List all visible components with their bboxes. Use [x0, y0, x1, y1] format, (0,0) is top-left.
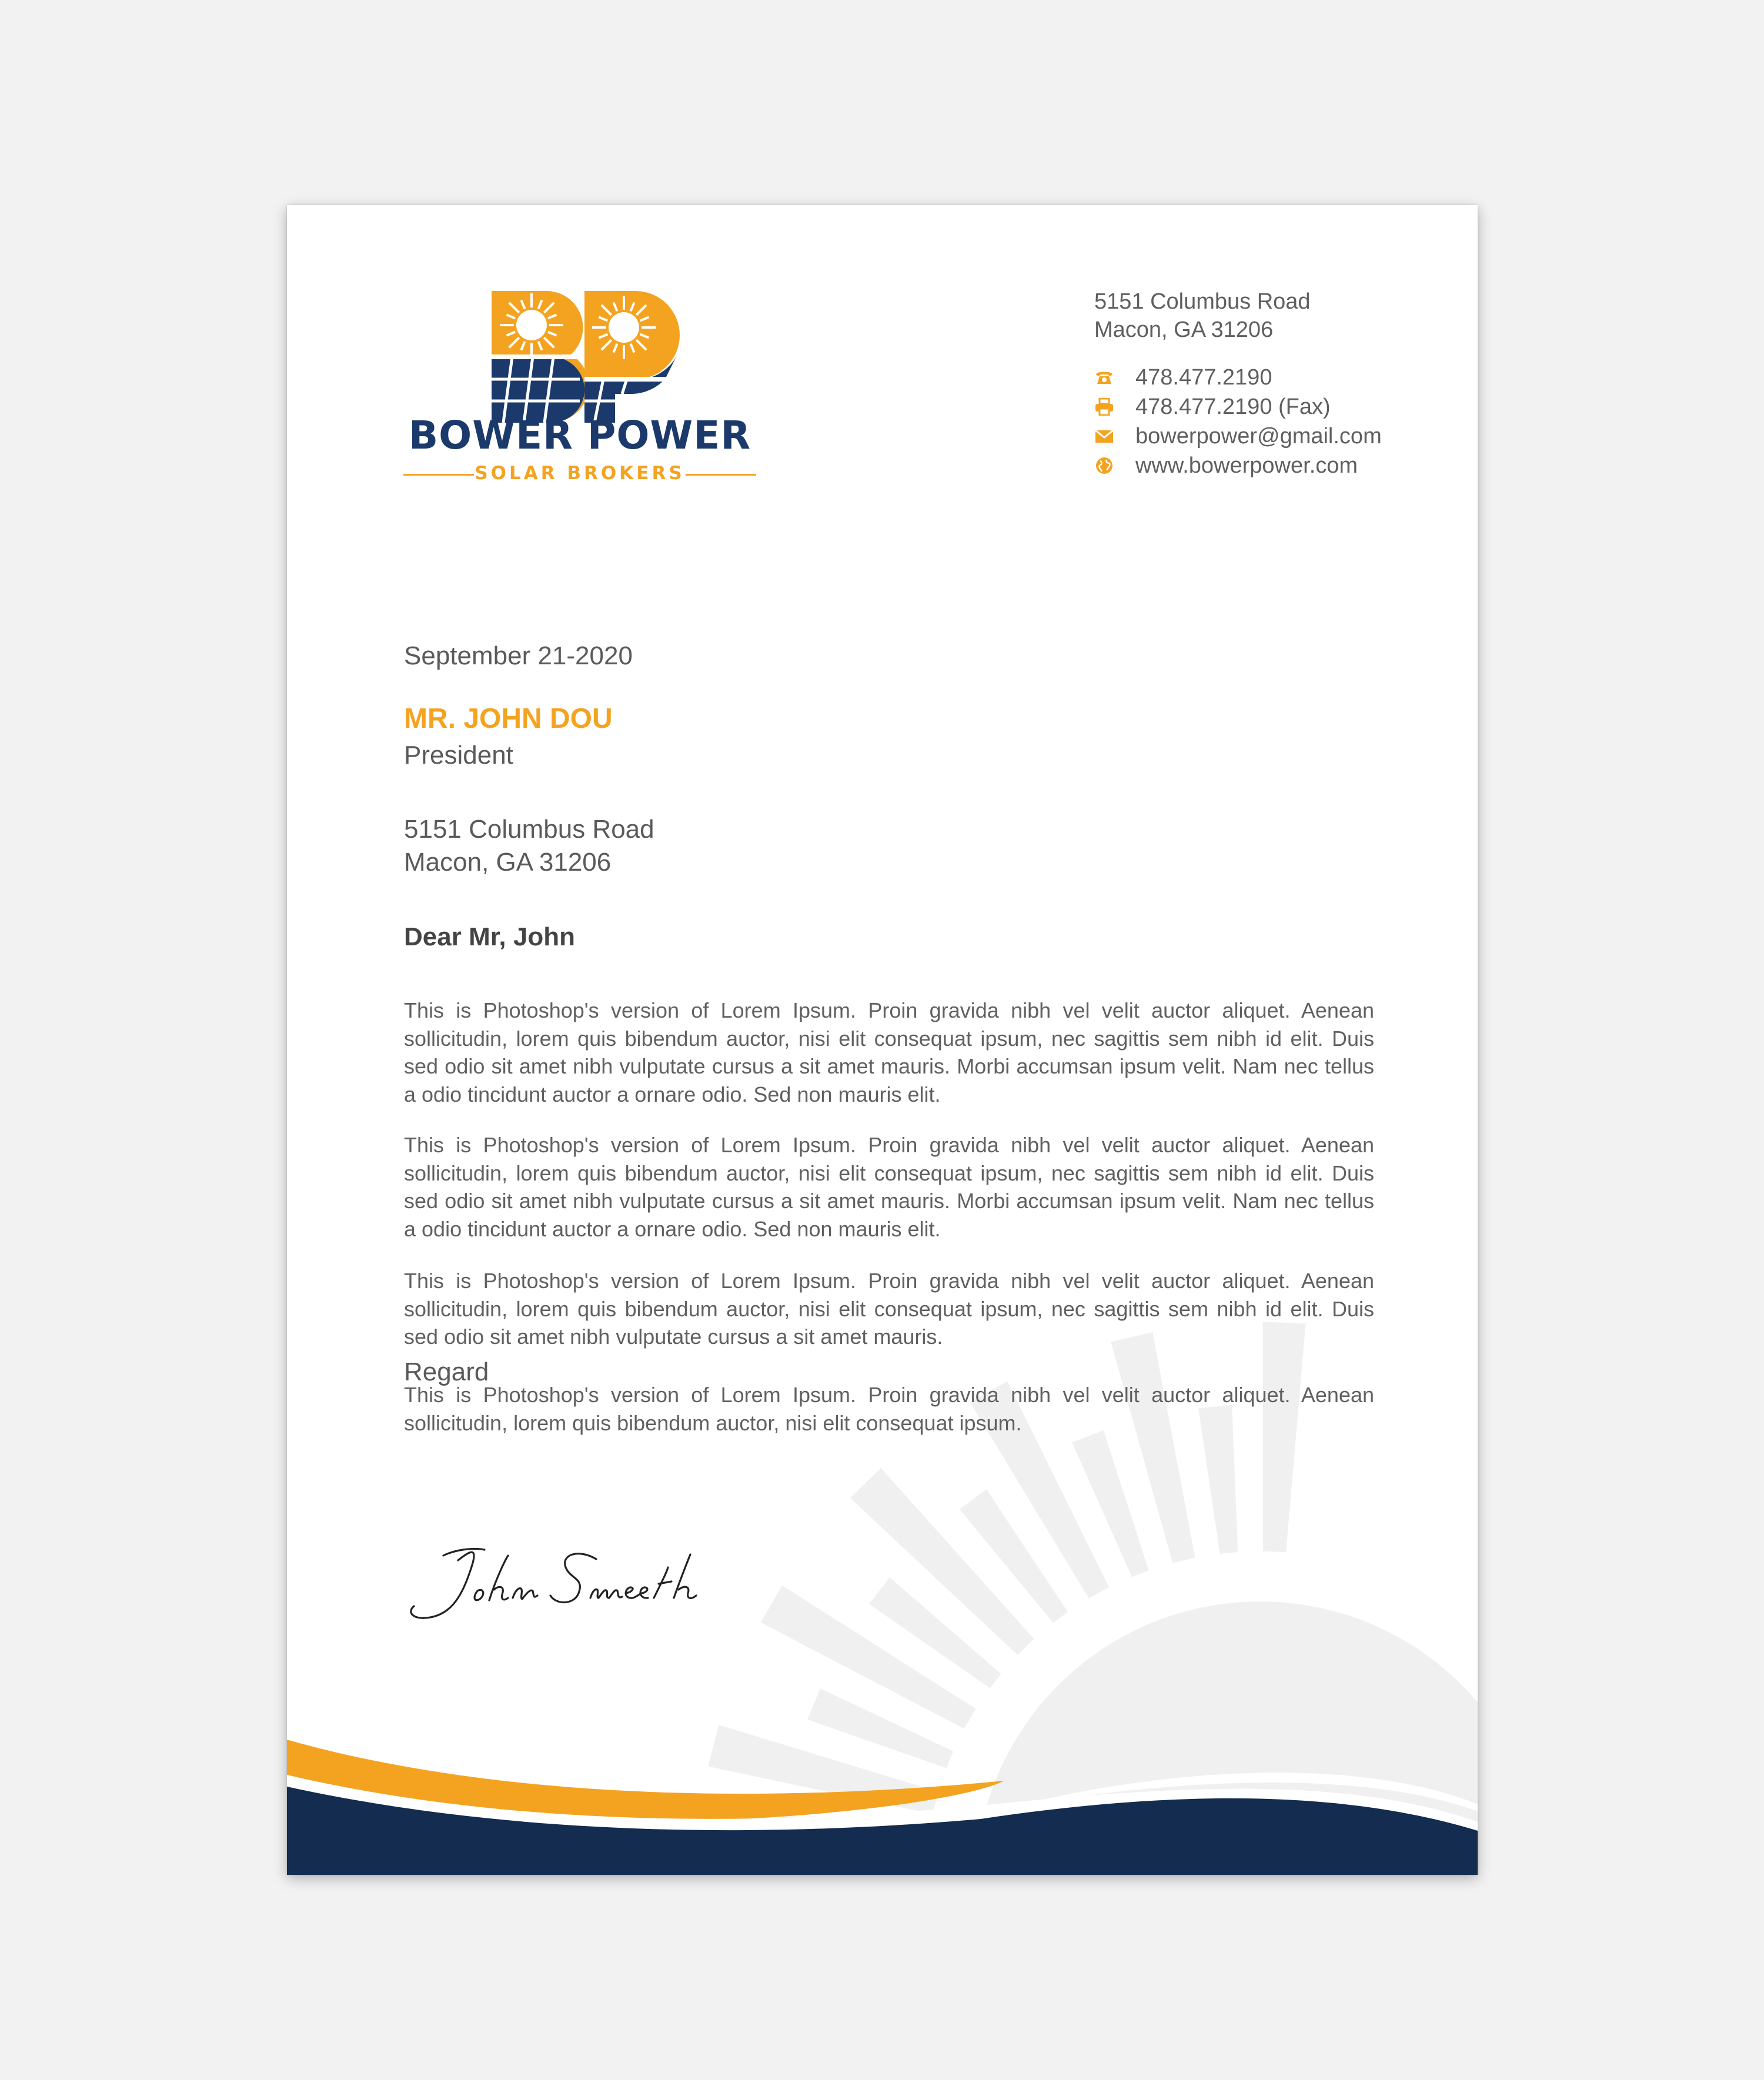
- recipient-name: MR. JOHN DOU: [404, 703, 613, 734]
- recipient-address-line-1: 5151 Columbus Road: [404, 815, 654, 844]
- letterhead-page: [287, 205, 1478, 1875]
- email-address: bowerpower@gmail.com: [1135, 424, 1382, 449]
- closing-text: Regard: [404, 1357, 489, 1386]
- phone-number: 478.477.2190: [1135, 365, 1272, 390]
- letter-date: September 21-2020: [404, 641, 633, 670]
- logo-wordmark: BOWER POWER: [408, 413, 751, 458]
- sun-ray: [1263, 1322, 1306, 1552]
- recipient-title: President: [404, 741, 513, 770]
- body-paragraph-1: This is Photoshop's version of Lorem Ipsum. Proin gravida nibh vel velit auctor aliquet. Aenean sollicitudin, lorem quis bibendum auctor, nisi elit consequat ipsum, nec sagittis sem nibh id elit. Duis sed odio sit amet nibh vulputate cursus a sit amet mauris. Morbi accumsan ipsum velit. Nam nec tellus a odio tincidunt auctor a ornare odio. Sed non mauris elit.: [404, 998, 1374, 1106]
- address-line-2: Macon, GA 31206: [1094, 317, 1274, 342]
- fax-number: 478.477.2190 (Fax): [1135, 394, 1331, 419]
- body-paragraph-2: This is Photoshop's version of Lorem Ipsum. Proin gravida nibh vel velit auctor aliquet. Aenean sollicitudin, lorem quis bibendum auctor, nisi elit consequat ipsum, nec sagittis sem nibh id elit. Duis sed odio sit amet nibh vulputate cursus a sit amet mauris. Morbi accumsan ipsum velit. Nam nec tellus a odio tincidunt auctor a ornare odio. Sed non mauris elit.: [404, 1133, 1374, 1241]
- website-url: www.bowerpower.com: [1135, 453, 1358, 478]
- recipient-address-line-2: Macon, GA 31206: [404, 848, 612, 877]
- address-line-1: 5151 Columbus Road: [1094, 289, 1311, 314]
- body-paragraph-4: This is Photoshop's version of Lorem Ipsum. Proin gravida nibh vel velit auctor aliquet. Aenean sollicitudin, lorem quis bibendum auctor, nisi elit consequat ipsum.: [404, 1383, 1374, 1435]
- salutation: Dear Mr, John: [404, 922, 575, 951]
- body-paragraph-3: This is Photoshop's version of Lorem Ipsum. Proin gravida nibh vel velit auctor aliquet. Aenean sollicitudin, lorem quis bibendum auctor, nisi elit consequat ipsum, nec sagittis sem nibh id elit. Duis sed odio sit amet nibh vulputate cursus a sit amet mauris.: [404, 1269, 1374, 1349]
- logo-tagline: SOLAR BROKERS: [475, 463, 685, 484]
- sun-ray: [761, 1586, 976, 1729]
